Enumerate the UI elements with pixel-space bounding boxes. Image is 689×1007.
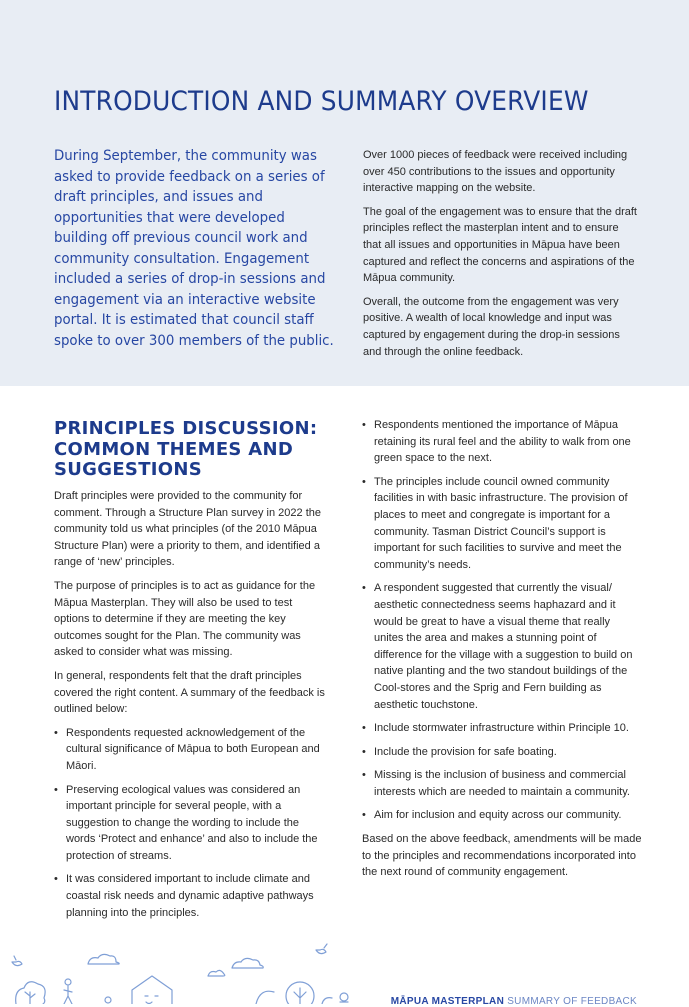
list-item — [362, 474, 642, 574]
ball-icon — [105, 997, 111, 1003]
bullet-icon: • — [362, 769, 366, 782]
list-item-text: Include the provision for safe boating. — [374, 745, 557, 758]
bullet-icon: • — [362, 745, 366, 758]
list-item — [362, 720, 642, 737]
list-item-text: Aim for inclusion and equity across our community. — [374, 809, 622, 822]
list-item-text: It was considered important to include climate and coastal risk needs and dynamic adaptive pathways planning into the principles. — [66, 873, 314, 919]
list-item — [362, 767, 642, 800]
house-icon — [132, 976, 172, 1004]
page-title: INTRODUCTION AND SUMMARY OVERVIEW — [54, 86, 589, 117]
feedback-list-right — [362, 417, 642, 824]
bullet-icon: • — [54, 873, 58, 886]
bullet-icon: • — [362, 722, 366, 735]
bullet-icon: • — [362, 475, 366, 488]
bullet-icon: • — [362, 419, 366, 431]
cloud-icon — [232, 958, 263, 968]
intro-paragraph: The goal of the engagement was to ensure that the draft principles reflect the masterplan intent and to ensure that all issues and opportunities in Māpua have been captured and reflect the concerns and aspirations of the Māpua community. — [363, 205, 637, 285]
cloud-icon — [208, 970, 225, 976]
bullet-icon: • — [54, 783, 58, 796]
tap-icon — [340, 993, 348, 1002]
body-paragraph: Draft principles were provided to the community for comment. Through a Structure Plan survey in 2022 the community told us what principles (of the 2010 Māpua Structure Plan) were a priority to them, and identified a range of ‘new’ principles. — [54, 490, 321, 569]
intro-lead — [54, 146, 344, 351]
list-item — [54, 725, 329, 775]
footer-subtitle: SUMMARY OF FEEDBACK — [507, 996, 637, 1007]
intro-paragraph: Over 1000 pieces of feedback were received including over 450 contributions to the issues and opportunity interactive mapping on the website. — [363, 149, 628, 195]
list-item-text: Missing is the inclusion of business and commercial interests which are needed to maintain a community. — [374, 769, 630, 798]
bullet-icon: • — [54, 726, 58, 739]
body-paragraph: In general, respondents felt that the draft principles covered the right content. A summary of the feedback is outlined below: — [54, 669, 325, 716]
bullet-icon: • — [362, 582, 366, 595]
list-item — [54, 871, 329, 921]
list-item-text: Preserving ecological values was considered an important principle for several people, with a suggestion to change the wording to include the words ‘Protect and enhance’ and also to include the protection of streams. — [66, 783, 318, 862]
list-item — [362, 580, 642, 713]
footer-label — [391, 996, 637, 1007]
cloud-icon — [88, 954, 119, 964]
tree-icon — [256, 982, 332, 1004]
list-item — [54, 782, 329, 865]
list-item-text: Include stormwater infrastructure within Principle 10. — [374, 722, 629, 735]
list-item-text: Respondents requested acknowledgement of the cultural significance of Māpua to both European and Māori. — [66, 726, 320, 772]
principles-right-column — [362, 417, 642, 888]
list-item-text: Respondents mentioned the importance of Māpua retaining its rural feel and the ability to walk from one green space to the next. — [374, 419, 631, 465]
list-item-text: The principles include council owned community facilities in with basic infrastructure. The provision of places to meet and congregate is important for a community. Tasman District Council’s support is important for such facilities to survive and meet the community’s needs. — [374, 475, 628, 571]
bird-icon — [12, 956, 22, 966]
list-item — [362, 807, 642, 824]
closing-paragraph: Based on the above feedback, amendments will be made to the principles and recommendations incorporated into the next round of community engagement. — [362, 833, 642, 879]
feedback-list-left — [54, 725, 329, 922]
bullet-icon: • — [362, 809, 366, 822]
section-heading: PRINCIPLES DISCUSSION: COMMON THEMES AND SUGGESTIONS — [54, 418, 318, 480]
list-item-text: A respondent suggested that currently the visual/ aesthetic connectedness seems haphazard and it would be great to have a visual theme that really unites the area and makes a stunning point of difference for the village with a suggestion to build on native planting and the two standout buildings of the Cool-stores and the Sprig and Fern building as aesthetic touchstone. — [374, 582, 633, 711]
person-icon — [64, 979, 72, 1004]
bird-icon — [316, 944, 327, 954]
list-item — [362, 744, 642, 761]
footer-brand: MĀPUA MASTERPLAN — [390, 996, 505, 1007]
list-item — [362, 417, 642, 467]
intro-right-column — [363, 147, 639, 367]
principles-left-column — [54, 488, 329, 928]
body-paragraph: The purpose of principles is to act as guidance for the Māpua Masterplan. They will also be used to test options to determine if they are meeting the key outcomes sought for the Plan. The community was asked to consider what was missing. — [54, 579, 316, 659]
intro-lead-text: During September, the community was asked to provide feedback on a series of draft principles, and issues and opportunities that were developed building off previous council work and community consultation. Engagement included a series of drop-in sessions and engagement via an interactive website portal. It is estimated that council staff spoke to over 300 members of the public. — [54, 148, 334, 349]
intro-paragraph: Overall, the outcome from the engagement was very positive. A wealth of local knowledge and input was captured by engagement during the drop-in sessions and through the online feedback. — [363, 295, 620, 358]
footer-illustration — [0, 936, 689, 1004]
tree-icon — [16, 982, 45, 1004]
